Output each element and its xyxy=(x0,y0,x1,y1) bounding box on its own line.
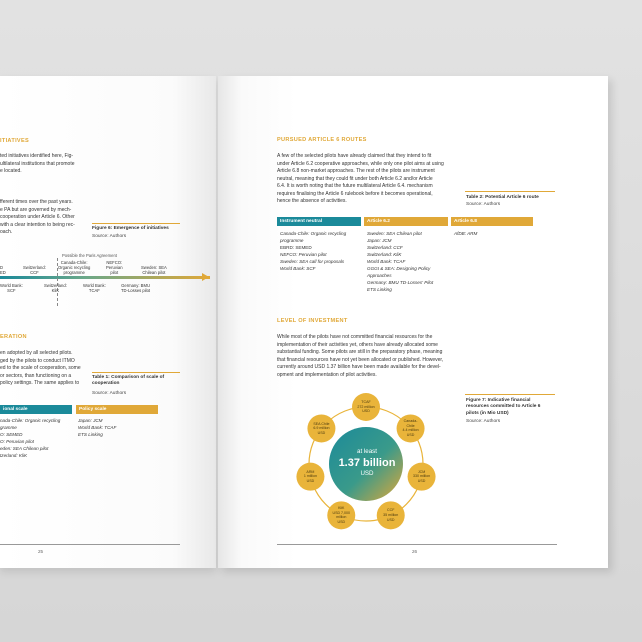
table1-cell: O: Peruvian pilot xyxy=(0,439,34,444)
timeline-text: Peruvian xyxy=(106,265,123,271)
fig7-node-text: Canada- xyxy=(403,419,418,424)
table1-cell: eden: SEA Chilean pilot xyxy=(0,446,49,451)
table2-cell: Japan: JCM xyxy=(367,238,392,243)
timeline-bar xyxy=(0,276,210,279)
fig7-node-text: 4.4 million xyxy=(402,428,419,433)
fig7-node-text: 35 million xyxy=(383,513,399,518)
left-para3-line: ged by the pilots to conduct ITMO xyxy=(0,357,75,364)
fig7-node-label xyxy=(408,470,436,484)
left-para1-line: ted initiatives identified here, Fig- xyxy=(0,153,74,159)
timeline-text: Switzerland: xyxy=(23,265,46,270)
left-para2-line: fferent times over the past years. xyxy=(0,199,73,205)
fig7-node-text: million xyxy=(336,515,347,520)
fig7-node-label xyxy=(296,470,324,484)
fig7-caption-line: Figure 7: Indicative financial xyxy=(466,398,531,403)
table2-caption: Table 2: Potential Article 6 route xyxy=(466,195,539,200)
left-footer-line xyxy=(0,544,180,545)
fig7-node-text: KliK xyxy=(338,506,345,511)
fig6-caption: Figure 6: Emergence of initiatives xyxy=(92,226,169,231)
fig7-node-text: Chile xyxy=(406,423,415,428)
timeline-text: SCF xyxy=(7,288,16,294)
fig7-node-text: CCF xyxy=(387,508,395,513)
timeline-top-item xyxy=(106,260,123,276)
table2-cell: World Bank: SCF xyxy=(280,266,316,271)
left-para3-line: en adopted by all selected pilots. xyxy=(0,350,73,356)
timeline-text: TCAF xyxy=(88,288,100,294)
timeline-top-item xyxy=(58,260,90,276)
timeline-text: KliK xyxy=(51,288,60,294)
fig7-center-value: 1.37 billion xyxy=(338,457,396,469)
right-para2-line: that financial resources have not yet been allocated or published. However, xyxy=(277,356,444,363)
table2-cell: NEFCO: Peruvian pilot xyxy=(280,252,327,257)
fig7-node-text: USD 7,000 xyxy=(332,510,351,515)
table2-header-article62: Article 6.2 xyxy=(364,217,448,226)
timeline-text: Chilean pilot xyxy=(142,270,166,276)
right-para1-line: Article 6.8 non-market approaches. The rest of the pilots are instrument xyxy=(277,168,435,174)
fig7-node-label xyxy=(327,506,355,524)
table2-cell: GGGI & SEA: Designing Policy xyxy=(367,266,431,271)
fig7-node-label xyxy=(352,400,380,414)
right-para2-line: implementation of their activities yet, others have already allocated some xyxy=(277,341,438,348)
left-heading-cooperation: ERATION xyxy=(0,334,27,340)
table2-rule xyxy=(465,191,555,192)
timeline-text: CCF xyxy=(30,270,39,276)
fig7-node-text: USD xyxy=(306,478,315,483)
timeline-text: Switzerland: xyxy=(44,283,67,288)
left-para3-line: or sectors, than functioning on a xyxy=(0,372,72,379)
fig7-node-text: USD xyxy=(386,517,395,522)
table1-cell: nada-Chile: Organic recycling xyxy=(0,418,61,423)
timeline-text: Germany: BMU xyxy=(121,283,150,288)
table1-cell: World Bank: TCAF xyxy=(78,425,117,430)
fig7-center-top: at least xyxy=(357,448,377,455)
right-footer-line xyxy=(277,544,557,545)
right-para1-line: A few of the selected pilots have already claimed that they intend to fit xyxy=(277,153,432,159)
fig7-node-text: TCAF xyxy=(361,400,371,405)
table1-caption-line: cooperation xyxy=(92,381,120,387)
fig7-node-text: USD xyxy=(406,433,415,438)
timeline-text: Sweden: SEA xyxy=(141,265,167,270)
fig7-node-text: SEA Chile xyxy=(313,421,330,426)
timeline-text: D xyxy=(0,265,4,270)
table1-header-policy: Policy scale xyxy=(76,405,158,414)
timeline-text: NEFCO: xyxy=(106,260,123,265)
timeline-text: Organic recycling xyxy=(58,265,91,271)
timeline-text: Canada-Chile: xyxy=(60,260,88,265)
fig7-node-label xyxy=(397,419,425,437)
left-para2-line: e PA but are governed by mech- xyxy=(0,206,72,213)
fig6-rule xyxy=(92,223,180,224)
right-heading-investment: LEVEL OF INVESTMENT xyxy=(277,318,348,324)
table2-cell: Switzerland: CCF xyxy=(367,245,403,250)
timeline-paris-label: Possible the Paris Agreement xyxy=(62,253,117,258)
table1-cell: gramme xyxy=(0,425,17,430)
fig7-node-text: ARM xyxy=(306,469,315,474)
timeline-text: pilot xyxy=(110,270,119,276)
fig6-source: Source: Authors xyxy=(92,234,127,239)
right-para1-line: hence the absence of activities. xyxy=(277,198,347,204)
right-page-number: 26 xyxy=(412,549,418,554)
timeline-top-item xyxy=(141,265,167,275)
table2-cell: Canada-Chile: Organic recycling xyxy=(280,231,347,236)
right-heading-routes: PURSUED ARTICLE 6 ROUTES xyxy=(277,137,367,143)
left-page xyxy=(0,76,216,568)
timeline-top-item xyxy=(23,265,46,275)
fig7-node-text: USD xyxy=(337,519,346,524)
fig7-node-text: USD xyxy=(362,409,370,414)
right-para1-line: under Article 6.2 cooperative approaches, while only one pilot aims at using xyxy=(277,160,444,167)
left-page-number: 25 xyxy=(38,549,44,554)
timeline-text: programme xyxy=(63,270,85,276)
right-para2-line: While most of the pilots have not committed financial resources for the xyxy=(277,334,433,340)
table1-cell: O: SEMED xyxy=(0,432,23,437)
table1-caption xyxy=(92,375,164,388)
table2-cell: Switzerland: KliK xyxy=(367,252,402,257)
table2-cell: World Bank: TCAF xyxy=(367,259,406,264)
timeline-text: TD-Losses pilot xyxy=(121,288,151,294)
fig7-caption-line: pilots (in Mio USD) xyxy=(466,410,509,416)
left-heading-initiatives: ITIATIVES xyxy=(0,138,30,144)
table2-cell: Sweden: SEA call for proposals xyxy=(280,259,345,264)
timeline-arrow-icon xyxy=(202,273,209,281)
fig7-node-text: USD xyxy=(417,478,426,483)
fig7-node-text: 330 million xyxy=(412,474,431,479)
fig7-node-text: JCM xyxy=(417,469,426,474)
left-para1-line: ultilateral institutions that promote xyxy=(0,160,75,167)
left-para1-line: e located. xyxy=(0,168,22,174)
left-para2-line: with a clear intention to being rec- xyxy=(0,221,75,228)
right-para1-line: requires finalising the Article 6 rulebook before it becomes operational, xyxy=(277,190,433,197)
right-para2-line: opment and implementation of pilot activities. xyxy=(277,371,377,378)
left-para2-line: cooperation under Article 6. Other xyxy=(0,214,75,220)
table2-cell: programme xyxy=(280,238,304,243)
table2-cell: EBRD: SEMED xyxy=(280,245,312,250)
table1-cell: ETS Linking xyxy=(78,432,103,437)
table2-cell: Sweden: SEA Chilean pilot xyxy=(367,231,422,236)
table2-cell: Approaches xyxy=(367,273,392,278)
fig7-node-label xyxy=(377,508,405,522)
right-para1-line: 6.4. It is worth noting that the future multilateral Article 6.4. mechanism xyxy=(277,183,433,189)
table2-cell: AfDB: ARM xyxy=(454,231,478,236)
fig7-rule xyxy=(465,394,555,395)
left-para3-line: ed to the scale of cooperation, some xyxy=(0,365,81,371)
table1-rule xyxy=(92,372,180,373)
table1-cell: tzerland: KliK xyxy=(0,453,28,458)
right-para2-line: substantial funding. Some pilots are still in the preparatory phase, meaning xyxy=(277,349,443,355)
table1-source: Source: Authors xyxy=(92,391,127,396)
fig7-caption xyxy=(466,398,540,417)
timeline-bottom-item xyxy=(44,283,67,293)
timeline-text: ED xyxy=(0,270,6,276)
timeline-bottom-item xyxy=(83,283,106,293)
fig7-node-text: 6.9 million xyxy=(313,426,330,431)
left-para2-line: oach. xyxy=(0,229,13,235)
timeline-bottom-item xyxy=(121,283,150,293)
table1-caption-line: Table 1: Comparison of scale of xyxy=(92,375,165,380)
table2-header-article68: Article 6.8 xyxy=(451,217,533,226)
table2-source: Source: Authors xyxy=(466,202,501,207)
fig7-node-text: 1 million xyxy=(303,474,318,479)
fig7-caption-line: resources committed to Article 6 xyxy=(466,404,541,410)
right-para2-line: currently around USD 1.37 billion have been made available for the devel- xyxy=(277,364,441,370)
table2-cell: ETS Linking xyxy=(367,287,392,292)
table2-header-neutral: Instrument neutral xyxy=(277,217,361,226)
fig7-node-label xyxy=(307,422,335,436)
timeline-text: World Bank: xyxy=(0,283,23,288)
timeline-bottom-item xyxy=(0,283,23,293)
left-para3-line: policy settings. The same applies to xyxy=(0,380,80,386)
timeline-top-item xyxy=(0,265,6,275)
fig7-source: Source: Authors xyxy=(466,419,501,424)
table2-cell: Germany: BMU TD-Losses' Pilot xyxy=(367,280,434,285)
fig7-node-text: 272 million xyxy=(357,404,375,409)
fig7-node-text: USD xyxy=(317,430,326,435)
timeline-text: World Bank: xyxy=(83,283,106,288)
fig7-center-unit: USD xyxy=(360,470,374,477)
right-para1-line: neutral, meaning that they could fit under both Article 6.2 and/or Article xyxy=(277,175,433,182)
table1-header-national: ional scale xyxy=(0,405,72,414)
table1-cell: Japan: JCM xyxy=(78,418,103,423)
